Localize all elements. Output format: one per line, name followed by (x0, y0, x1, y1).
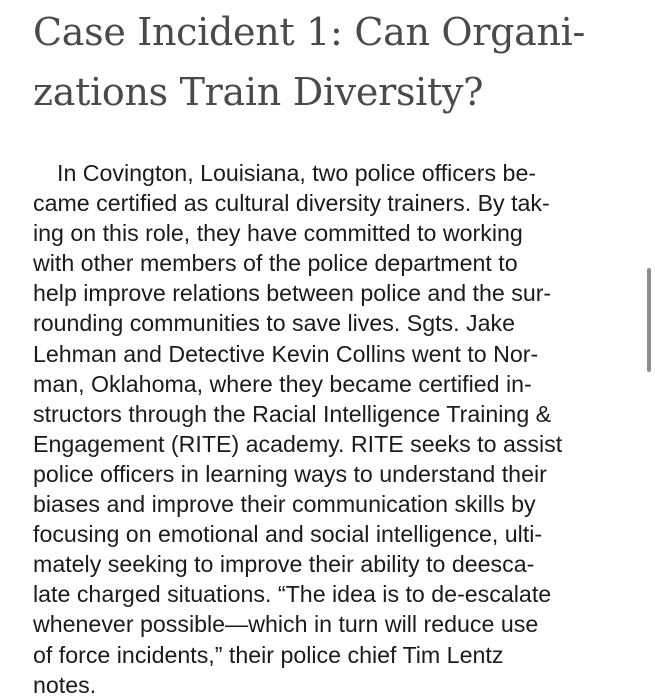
body-line: whenever possible—which in turn will reduce use (33, 611, 539, 638)
body-line: Lehman and Detective Kevin Collins went to Nor- (33, 340, 539, 367)
body-line: notes. (33, 671, 97, 698)
body-line: In Covington, Louisiana, two police officers be- (57, 160, 537, 186)
body-line: ing on this role, they have committed to working (33, 220, 523, 247)
body-line: late charged situations. “The idea is to de-escalate (33, 581, 552, 608)
body-line: rounding communities to save lives. Sgts. Jake (33, 310, 516, 337)
body-line: help improve relations between police and the sur- (33, 280, 552, 307)
title-line: zations Train Diversity? (33, 70, 484, 114)
body-line: biases and improve their communication skills by (33, 491, 536, 518)
title-line: Case Incident 1: Can Organi- (33, 10, 586, 54)
body-line: man, Oklahoma, where they became certified in- (33, 370, 532, 397)
body-line: Engagement (RITE) academy. RITE seeks to assist (33, 430, 563, 457)
body-line: focusing on emotional and social intelligence, ulti- (33, 521, 543, 548)
body-line: came certified as cultural diversity trainers. By tak- (33, 190, 550, 217)
body-line: mately seeking to improve their ability to deesca- (33, 551, 535, 578)
body-line: structors through the Racial Intelligence Training & (33, 400, 552, 427)
case-body-paragraph (33, 158, 633, 700)
case-title (33, 2, 633, 122)
vertical-scrollbar[interactable] (647, 268, 651, 372)
body-line: police officers in learning ways to understand their (33, 460, 547, 487)
body-line: with other members of the police department to (33, 250, 518, 277)
body-line: of force incidents,” their police chief Tim Lentz (33, 641, 504, 668)
